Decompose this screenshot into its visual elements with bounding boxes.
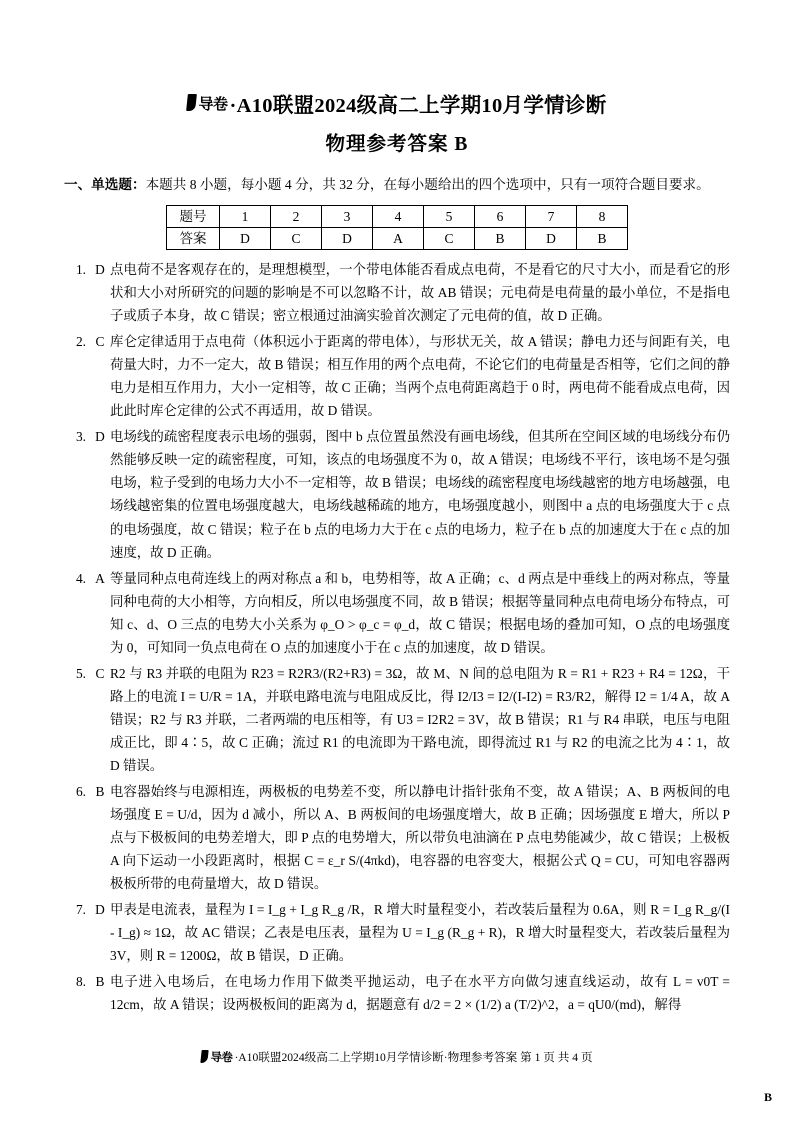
table-cell-number: 3 <box>322 206 373 228</box>
table-cell-number: 1 <box>220 206 271 228</box>
list-item <box>64 662 730 777</box>
answer-table-container <box>64 205 730 250</box>
page-subtitle: 物理参考答案 B <box>325 134 469 155</box>
table-cell-answer: D <box>526 228 577 250</box>
document-header <box>64 88 730 156</box>
explanation-answer: D <box>95 429 105 445</box>
explanation-text: R2 与 R3 并联的电阻为 R23 = R2R3/(R2+R3) = 3Ω，故 M、N 间的总电阻为 R = R1 + R23 + R4 = 12Ω，干路上的电流 I = U/R = 1A，并联电路电流与电阻成反比，得 I2/I3 = I2/(I-I2) = R3/R2，解得 I2 = 1/4 A，故 A 错误；R2 与 R3 并联，二者两端的电压相等，有 U3 = I2R2 = 3V，故 B 错误；R1 与 R4 串联，电压与电阻成正比，即 4∶5，故 C 正确；流过 R1 的电流即为干路电流，即得流过 R1 与 R2 的电流之比为 4∶1，故 D 错误。 <box>110 665 730 773</box>
footer-brand-logo-icon <box>201 1049 232 1065</box>
explanation-text: 甲表是电流表，量程为 I = I_g + I_g R_g /R，R 增大时量程变小，若改装后量程为 0.6A，则 R = I_g R_g/(I - I_g) ≈ 1Ω，故 AC 错误；乙表是电压表，量程为 U = I_g (R_g + R)，R 增大时量程变大，若改装后量程为 3V，则 R = 1200Ω，故 B 错误，D 正确。 <box>110 902 730 964</box>
explanation-answer: D <box>95 262 105 278</box>
explanation-number: 3. <box>75 429 86 445</box>
list-item <box>64 567 730 659</box>
list-item <box>64 330 730 422</box>
explanation-answer: C <box>95 665 105 681</box>
footer-text: ·A10联盟2024级高二上学期10月学情诊断·物理参考答案 第 1 页 共 4 页 <box>234 1051 593 1064</box>
table-cell-answer: C <box>424 228 475 250</box>
section-intro-prefix: 一、单选题： <box>64 177 146 192</box>
table-cell-answer: D <box>322 228 373 250</box>
answer-table <box>166 205 628 250</box>
explanation-number: 8. <box>75 974 86 990</box>
explanation-number: 5. <box>75 665 86 681</box>
table-cell-number: 8 <box>577 206 628 228</box>
table-cell-number: 4 <box>373 206 424 228</box>
brand-name: 导卷 <box>198 96 228 113</box>
explanation-number: 1. <box>75 262 86 278</box>
section-intro <box>64 174 730 196</box>
table-cell-number: 7 <box>526 206 577 228</box>
list-item <box>64 970 730 1016</box>
table-cell-answer: B <box>577 228 628 250</box>
list-item <box>64 898 730 967</box>
table-row-answers <box>167 228 628 250</box>
table-cell-answer: C <box>271 228 322 250</box>
table-cell-number: 5 <box>424 206 475 228</box>
explanation-answer: D <box>95 902 105 918</box>
table-header-number: 题号 <box>167 206 220 228</box>
explanation-number: 2. <box>75 334 86 350</box>
page-version-letter: B <box>763 1090 772 1104</box>
table-cell-answer: A <box>373 228 424 250</box>
table-cell-number: 6 <box>475 206 526 228</box>
explanation-text: 电容器始终与电源相连，两极板的电势差不变，所以静电计指针张角不变，故 A 错误；A、B 两板间的电场强度 E = U/d，因为 d 减小，所以 A、B 两板间的电场强度增大，故 B 正确；因场强度 E 增大，所以 P 点与下极板间的电势差增大，即 P 点的电势增大，所以带负电油滴在 P 点电势能减少，故 C 错误；上极板 A 向下运动一小段距离时，根据 C = ε_r S/(4πkd)，电容器的电容变大，根据公式 Q = CU，可知电容器两极板所带的电荷量增大，故 D 错误。 <box>110 784 730 892</box>
section-intro-text: 本题共 8 小题，每小题 4 分，共 32 分，在每小题给出的四个选项中，只有一项符合题目要求。 <box>145 177 710 192</box>
page-title <box>64 88 730 118</box>
table-row-numbers <box>167 206 628 228</box>
explanation-answer: B <box>95 974 105 990</box>
list-item <box>64 258 730 327</box>
table-header-answer: 答案 <box>167 228 220 250</box>
table-cell-answer: D <box>220 228 271 250</box>
explanation-answer: B <box>95 784 105 800</box>
table-cell-number: 2 <box>271 206 322 228</box>
explanation-number: 6. <box>75 784 86 800</box>
page-footer <box>64 1049 730 1065</box>
footer-brand-name: 导卷 <box>210 1052 233 1064</box>
explanation-text: 电子进入电场后，在电场力作用下做类平抛运动，电子在水平方向做匀速直线运动，故有 L = v0T = 12cm，故 A 错误；设两极板间的距离为 d，据题意有 d/2 = 2 × (1/2) a (T/2)^2，a = qU0/(md)，解得 <box>110 974 730 1013</box>
explanation-text: 库仑定律适用于点电荷（体积远小于距离的带电体），与形状无关，故 A 错误；静电力还与间距有关，电荷量大时，力不一定大，故 B 错误；相互作用的两个点电荷，不论它们的电荷量是否相等，它们之间的静电力是相互作用力，大小一定相等，故 C 正确；当两个点电荷距离趋于 0 时，两电荷不能看成点电荷，因此此时库仑定律的公式不再适用，故 D 错误。 <box>110 334 730 419</box>
explanation-text: 点电荷不是客观存在的，是理想模型，一个带电体能否看成点电荷，不是看它的尺寸大小，而是看它的形状和大小对所研究的问题的影响是不可以忽略不计，故 AB 错误；元电荷是电荷量的最小单位，不是指电子或质子本身，故 C 错误；密立根通过油滴实验首次测定了元电荷的值，故 D 正确。 <box>110 262 730 324</box>
list-item <box>64 780 730 895</box>
explanation-list <box>64 258 730 1017</box>
explanation-number: 4. <box>75 570 86 586</box>
brand-logo-icon <box>187 93 227 114</box>
explanation-answer: A <box>95 570 105 586</box>
list-item <box>64 425 730 563</box>
table-cell-answer: B <box>475 228 526 250</box>
explanation-text: 电场线的疏密程度表示电场的强弱，图中 b 点位置虽然没有画电场线，但其所在空间区域的电场线分布仍然能够反映一定的疏密程度，可知，该点的电场强度不为 0，故 A 错误；电场线不平行，该电场不是匀强电场，粒子受到的电场力大小不一定相等，故 B 错误；电场线的疏密程度电场线越密的地方电场越强，电场线越密集的位置电场强度越大，电场线越稀疏的地方，电场强度越小，则图中 a 点的电场强度大于 c 点的电场强度，故 C 错误；粒子在 b 点的电场力大于在 c 点的电场力，粒子在 b 点的加速度大于在 c 点的加速度，故 D 正确。 <box>110 429 730 560</box>
explanation-number: 7. <box>75 902 86 918</box>
title-text: ·A10联盟2024级高二上学期10月学情诊断 <box>229 95 607 117</box>
explanation-text: 等量同种点电荷连线上的两对称点 a 和 b，电势相等，故 A 正确；c、d 两点是中垂线上的两对称点，等量同种电荷的大小相等，方向相反，所以电场强度不同，故 B 错误；根据等量同种点电荷电场分布特点，可知 c、d、O 三点的电势大小关系为 φ_O > φ_c = φ_d，故 C 错误；根据电场的叠加可知，O 点的电场强度为 0，可知同一负点电荷在 O 点的加速度小于在 c 点的加速度，故 D 错误。 <box>110 570 730 655</box>
explanation-answer: C <box>95 334 105 350</box>
